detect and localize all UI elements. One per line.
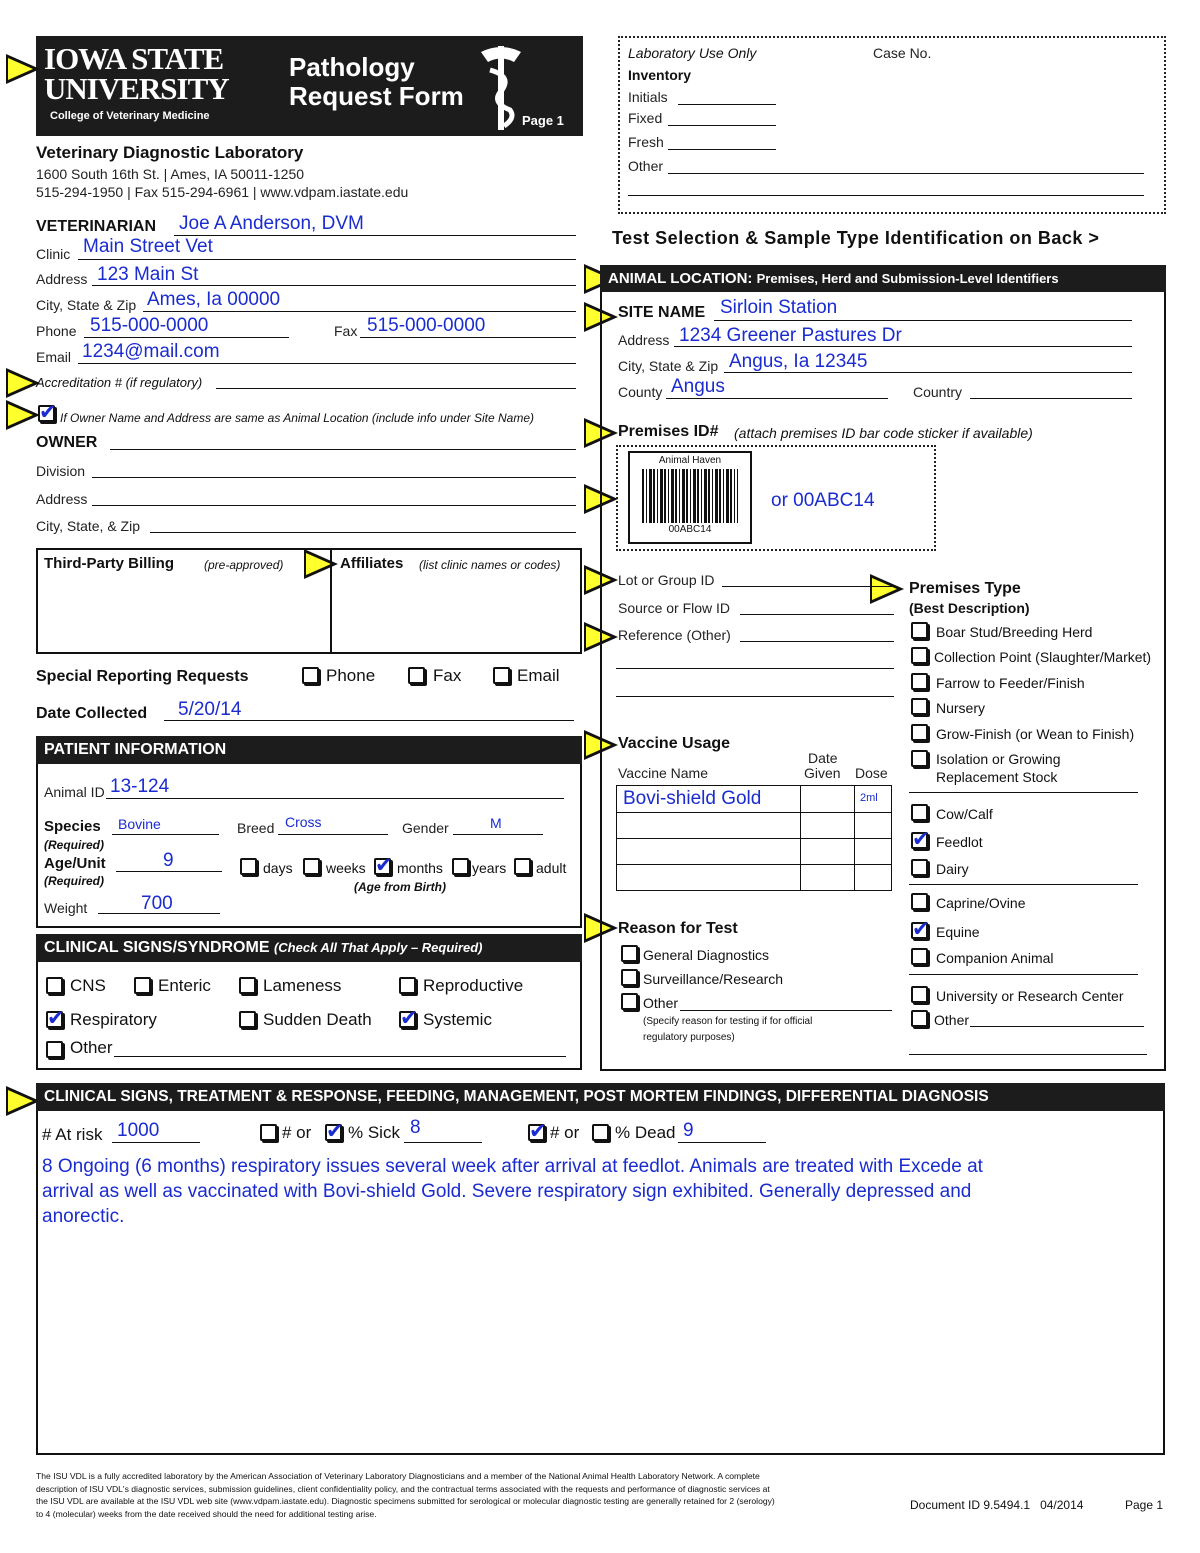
owner-city-line[interactable]	[150, 532, 576, 533]
clinical-title: CLINICAL SIGNS/SYNDROME	[44, 939, 270, 956]
reproductive-label: Reproductive	[423, 976, 524, 995]
barcode-top-text: Animal Haven	[658, 455, 722, 466]
lab-address: 1600 South 16th St. | Ames, IA 50011-1250	[36, 166, 305, 182]
loc-city-line	[724, 372, 1132, 373]
phone-label: Phone	[36, 323, 77, 339]
reason-note-1: (Specify reason for testing if for official	[643, 1016, 813, 1027]
inventory-label: Inventory	[628, 67, 692, 83]
clinical-title-note: (Check All That Apply – Required)	[273, 940, 483, 955]
reporting-label: Special Reporting Requests	[36, 668, 249, 685]
location-title-bar	[600, 265, 1166, 292]
reason-other-checkbox[interactable]	[621, 993, 638, 1010]
vet-label: VETERINARIAN	[36, 218, 157, 235]
footer-line-3: the ISU VDL are available at the ISU VDL web site (www.vdpam.iastate.edu). Diagnostic specimens submitted for serological or molecular diagnostic testing are generally retained for 2 (serology)	[36, 1496, 775, 1506]
reference-line-3[interactable]	[616, 696, 894, 697]
premises-divider	[909, 884, 1138, 885]
country-line[interactable]	[970, 398, 1132, 399]
age-line	[116, 871, 222, 872]
owner-address-line[interactable]	[92, 505, 576, 506]
footer-disclaimer	[36, 1470, 896, 1520]
premises-divider	[909, 974, 1138, 975]
respiratory-checkbox[interactable]	[46, 1011, 63, 1028]
loc-address-label: Address	[618, 332, 670, 348]
accreditation-line[interactable]	[216, 388, 576, 389]
clinical-other-label: Other	[70, 1038, 113, 1057]
general-diagnostics-label: General Diagnostics	[643, 947, 770, 963]
loc-city-value[interactable]: Angus, Ia 12345	[729, 351, 868, 372]
page-badge: Page 1	[522, 113, 564, 128]
gender-label: Gender	[402, 820, 449, 836]
logo-line2: UNIVERSITY	[44, 71, 229, 106]
owner-city-label: City, State, & Zip	[36, 518, 140, 534]
age-years-checkbox[interactable]	[452, 858, 469, 875]
boar-stud-label: Boar Stud/Breeding Herd	[936, 624, 1093, 640]
cow-calf-checkbox[interactable]	[911, 804, 928, 821]
third-party-note: (pre-approved)	[204, 558, 284, 572]
footer-line-4: to 4 (molecular) weeks from the date received should the need for additional testing arise.	[36, 1508, 377, 1519]
date-value[interactable]: 5/20/14	[178, 699, 242, 720]
age-days-checkbox[interactable]	[240, 858, 257, 875]
isolation-checkbox[interactable]	[911, 750, 928, 767]
age-required: (Required)	[44, 874, 104, 888]
reason-note-2: regulatory purposes)	[643, 1032, 735, 1043]
barcode-sticker	[628, 451, 752, 544]
phone-line	[84, 337, 289, 338]
systemic-label: Systemic	[423, 1010, 492, 1029]
vet-name-line	[174, 235, 576, 236]
same-as-location-label: If Owner Name and Address are same as Animal Location (include info under Site Name)	[60, 411, 535, 425]
test-selection-note: Test Selection & Sample Type Identification on Back >	[612, 228, 1100, 248]
animal-id-label: Animal ID	[44, 784, 105, 800]
fresh-label: Fresh	[628, 134, 664, 150]
farrow-checkbox[interactable]	[911, 673, 928, 690]
address-value[interactable]: 123 Main St	[97, 264, 199, 285]
loc-city-label: City, State & Zip	[618, 358, 719, 374]
location-title-rest: Premises, Herd and Submission-Level Identifiers	[756, 271, 1059, 286]
vaccine-date-col-2: Given	[804, 765, 841, 781]
age-adult-label: adult	[536, 860, 567, 876]
clinical-other-checkbox[interactable]	[46, 1041, 63, 1058]
premises-type-subtitle: (Best Description)	[909, 600, 1030, 616]
dairy-label: Dairy	[936, 861, 969, 877]
document-id: Document ID 9.5494.1 04/2014	[910, 1498, 1084, 1512]
vaccine-name-col: Vaccine Name	[618, 765, 709, 781]
sick-num-checkbox[interactable]	[260, 1124, 277, 1141]
at-risk-value[interactable]: 1000	[117, 1120, 160, 1141]
at-risk-line	[112, 1142, 200, 1143]
weight-label: Weight	[44, 900, 88, 916]
species-label: Species	[44, 818, 101, 835]
weight-value[interactable]: 700	[141, 893, 173, 914]
cow-calf-label: Cow/Calf	[936, 806, 993, 822]
respiratory-label: Respiratory	[70, 1010, 157, 1029]
logo-line1: IOWA STATE	[44, 41, 224, 76]
phone-value[interactable]: 515-000-0000	[90, 315, 209, 336]
site-line	[714, 320, 1132, 321]
division-line[interactable]	[92, 477, 576, 478]
clinic-line	[78, 259, 576, 260]
fax-line	[360, 337, 576, 338]
breed-value[interactable]: Cross	[285, 814, 322, 830]
history-title: CLINICAL SIGNS, TREATMENT & RESPONSE, FEEDING, MANAGEMENT, POST MORTEM FINDINGS, DIFFERENTIAL DIAGNOSIS	[36, 1083, 1165, 1111]
sick-value[interactable]: 8	[410, 1117, 421, 1138]
species-line	[112, 834, 219, 835]
county-label: County	[618, 384, 663, 400]
other-field-2[interactable]	[628, 195, 1144, 196]
weight-line	[98, 913, 220, 914]
report-fax-label: Fax	[433, 666, 462, 685]
same-as-location-checkbox[interactable]	[38, 405, 55, 422]
lab-use-title: Laboratory Use Only	[628, 45, 757, 61]
premises-divider	[909, 792, 1138, 793]
isolation-label: Isolation or Growing	[936, 751, 1061, 767]
owner-line[interactable]	[110, 449, 576, 450]
arrow-icon	[6, 368, 40, 398]
patient-box	[36, 736, 582, 928]
other-field[interactable]	[668, 173, 1144, 174]
address-line	[92, 285, 576, 286]
collection-point-checkbox[interactable]	[911, 647, 928, 664]
premises-or-value[interactable]: or 00ABC14	[771, 490, 875, 511]
county-value[interactable]: Angus	[671, 376, 725, 397]
report-phone-checkbox[interactable]	[302, 667, 319, 684]
companion-label: Companion Animal	[936, 950, 1054, 966]
reason-other-label: Other	[643, 995, 679, 1011]
age-adult-checkbox[interactable]	[514, 858, 531, 875]
enteric-checkbox[interactable]	[134, 977, 151, 994]
arrow-icon	[6, 400, 40, 430]
university-logo	[44, 41, 229, 106]
arrow-icon	[6, 1086, 40, 1116]
site-label: SITE NAME	[618, 304, 706, 321]
history-text-2[interactable]: arrival as well as vaccinated with Bovi-shield Gold. Severe respiratory sign exhibited. Generally depressed and	[42, 1181, 972, 1202]
clinic-label: Clinic	[36, 246, 71, 262]
reason-title: Reason for Test	[618, 920, 738, 937]
dead-num-checkbox[interactable]	[528, 1124, 545, 1141]
location-title: ANIMAL LOCATION:	[608, 270, 753, 287]
companion-checkbox[interactable]	[911, 948, 928, 965]
species-required: (Required)	[44, 838, 104, 852]
lot-line[interactable]	[722, 586, 894, 587]
vaccine-dose-value[interactable]: 2ml	[860, 792, 878, 804]
collection-point-label: Collection Point (Slaughter/Market)	[934, 649, 1152, 665]
premises-other-line-2[interactable]	[909, 1054, 1147, 1055]
premises-note: (attach premises ID bar code sticker if available)	[734, 425, 1033, 441]
dead-pct-label: % Dead	[615, 1123, 676, 1142]
age-label: Age/Unit	[44, 855, 106, 872]
gender-value[interactable]: M	[490, 815, 502, 831]
vaccine-dose-col: Dose	[855, 765, 888, 781]
reproductive-checkbox[interactable]	[399, 977, 416, 994]
sick-pct-label: % Sick	[348, 1123, 400, 1142]
enteric-label: Enteric	[158, 976, 211, 995]
lab-contact: 515-294-1950 | Fax 515-294-6961 | www.vdpam.iastate.edu	[36, 184, 409, 200]
dead-pct-checkbox[interactable]	[592, 1124, 609, 1141]
footer-page: Page 1	[1125, 1498, 1164, 1512]
dead-value[interactable]: 9	[683, 1120, 694, 1141]
reference-line-2[interactable]	[616, 668, 894, 669]
lab-name: Veterinary Diagnostic Laboratory	[36, 143, 304, 162]
vaccine-title: Vaccine Usage	[618, 735, 731, 752]
report-email-checkbox[interactable]	[493, 667, 510, 684]
county-line	[666, 398, 888, 399]
age-days-label: days	[263, 860, 293, 876]
caprine-checkbox[interactable]	[911, 893, 928, 910]
at-risk-label: # At risk	[42, 1125, 103, 1144]
initials-label: Initials	[628, 89, 668, 105]
equine-label: Equine	[936, 924, 980, 940]
affiliates-note: (list clinic names or codes)	[419, 558, 561, 572]
source-label: Source or Flow ID	[618, 600, 731, 616]
animal-id-line	[106, 798, 564, 799]
loc-address-value[interactable]: 1234 Greener Pastures Dr	[679, 325, 902, 346]
boar-stud-checkbox[interactable]	[911, 622, 928, 639]
sick-line	[404, 1142, 482, 1143]
nursery-checkbox[interactable]	[911, 698, 928, 715]
barcode-icon	[642, 469, 738, 523]
premises-label: Premises ID#	[618, 423, 719, 440]
reason-other-line[interactable]	[680, 1010, 892, 1011]
grow-finish-label: Grow-Finish (or Wean to Finish)	[936, 726, 1135, 742]
address-label: Address	[36, 271, 88, 287]
feedlot-label: Feedlot	[936, 834, 983, 850]
species-value[interactable]: Bovine	[118, 816, 161, 832]
accreditation-label: Accreditation # (if regulatory)	[36, 375, 203, 390]
premises-other-line[interactable]	[970, 1026, 1144, 1027]
caduceus-icon	[476, 40, 526, 140]
college-name: College of Veterinary Medicine	[50, 110, 210, 122]
loc-address-line	[674, 346, 1132, 347]
equine-checkbox[interactable]	[911, 922, 928, 939]
history-text-3[interactable]: anorectic.	[42, 1206, 125, 1227]
age-months-checkbox[interactable]	[374, 858, 391, 875]
form-title-2: Request Form	[289, 81, 464, 111]
nursery-label: Nursery	[936, 700, 986, 716]
fresh-field[interactable]	[668, 149, 776, 150]
premises-type-title: Premises Type	[909, 580, 1021, 597]
country-label: Country	[913, 384, 963, 400]
university-label: University or Research Center	[936, 988, 1124, 1004]
sudden-death-label: Sudden Death	[263, 1010, 372, 1029]
clinical-title-bar	[36, 934, 582, 962]
dairy-checkbox[interactable]	[911, 859, 928, 876]
university-checkbox[interactable]	[911, 986, 928, 1003]
age-weeks-label: weeks	[326, 860, 366, 876]
systemic-checkbox[interactable]	[399, 1011, 416, 1028]
farrow-label: Farrow to Feeder/Finish	[936, 675, 1085, 691]
email-value[interactable]: 1234@mail.com	[82, 341, 220, 362]
footer-line-2: description of ISU VDL's diagnostic services, submission guidelines, client confidentiality policy, and the contractual terms associated with the requests and performance of diagnostic services at	[36, 1483, 770, 1494]
arrow-icon	[6, 54, 40, 84]
vet-name[interactable]: Joe A Anderson, DVM	[179, 213, 364, 234]
replacement-label: Replacement Stock	[936, 769, 1058, 785]
city-label: City, State & Zip	[36, 297, 137, 313]
fax-value[interactable]: 515-000-0000	[367, 315, 486, 336]
email-line	[78, 363, 576, 364]
dead-num-label: # or	[550, 1123, 580, 1142]
cns-label: CNS	[70, 976, 106, 995]
premises-other-label: Other	[934, 1012, 970, 1028]
site-value[interactable]: Sirloin Station	[720, 297, 838, 318]
owner-label: OWNER	[36, 434, 98, 451]
third-party-label: Third-Party Billing	[44, 555, 175, 572]
case-no-label: Case No.	[873, 45, 932, 61]
other-label: Other	[628, 158, 664, 174]
owner-address-label: Address	[36, 491, 88, 507]
surveillance-label: Surveillance/Research	[643, 971, 784, 987]
feedlot-checkbox[interactable]	[911, 832, 928, 849]
date-line	[164, 720, 574, 721]
grow-finish-checkbox[interactable]	[911, 724, 928, 741]
dead-line	[678, 1142, 766, 1143]
caprine-label: Caprine/Ovine	[936, 895, 1026, 911]
patient-title: PATIENT INFORMATION	[36, 736, 582, 764]
city-line	[143, 311, 576, 312]
breed-line	[278, 834, 388, 835]
lot-label: Lot or Group ID	[618, 572, 715, 588]
reference-line[interactable]	[740, 641, 894, 642]
surveillance-checkbox[interactable]	[621, 969, 638, 986]
report-email-label: Email	[517, 666, 560, 685]
age-years-label: years	[472, 860, 507, 876]
vaccine-name-value[interactable]: Bovi-shield Gold	[623, 788, 762, 809]
age-note: (Age from Birth)	[354, 880, 446, 894]
clinical-other-line[interactable]	[114, 1056, 566, 1057]
history-text-1[interactable]: 8 Ongoing (6 months) respiratory issues several week after arrival at feedlot. Animals are treated with Excede at	[42, 1156, 983, 1177]
city-value[interactable]: Ames, Ia 00000	[147, 289, 281, 310]
lameness-checkbox[interactable]	[239, 977, 256, 994]
reference-label: Reference (Other)	[618, 627, 731, 643]
sick-pct-checkbox[interactable]	[325, 1124, 342, 1141]
billing-divider	[330, 548, 332, 654]
barcode-bottom-text: 00ABC14	[668, 524, 712, 535]
report-phone-label: Phone	[326, 666, 376, 685]
email-label: Email	[36, 349, 72, 365]
premises-other-checkbox[interactable]	[911, 1010, 928, 1027]
vaccine-date-col-1: Date	[808, 750, 838, 766]
cns-checkbox[interactable]	[46, 977, 63, 994]
fax-label: Fax	[334, 323, 358, 339]
age-value[interactable]: 9	[163, 850, 174, 871]
form-title-1: Pathology	[289, 52, 415, 82]
sudden-death-checkbox[interactable]	[239, 1011, 256, 1028]
report-fax-checkbox[interactable]	[408, 667, 425, 684]
clinic-value[interactable]: Main Street Vet	[83, 236, 213, 257]
general-diagnostics-checkbox[interactable]	[621, 945, 638, 962]
sick-num-label: # or	[282, 1123, 312, 1142]
source-line[interactable]	[740, 614, 894, 615]
age-weeks-checkbox[interactable]	[303, 858, 320, 875]
division-label: Division	[36, 463, 86, 479]
age-months-label: months	[397, 860, 443, 876]
lameness-label: Lameness	[263, 976, 342, 995]
fixed-field[interactable]	[668, 125, 776, 126]
initials-field[interactable]	[678, 104, 776, 105]
gender-line	[453, 834, 543, 835]
fixed-label: Fixed	[628, 110, 663, 126]
animal-id-value[interactable]: 13-124	[110, 776, 170, 797]
date-label: Date Collected	[36, 705, 148, 722]
affiliates-label: Affiliates	[340, 555, 404, 572]
footer-line-1: The ISU VDL is a fully accredited laboratory by the American Association of Veterinary Laboratory Diagnosticians and a member of the National Animal Health Laboratory Network. A complete	[36, 1471, 760, 1481]
breed-label: Breed	[237, 820, 275, 836]
